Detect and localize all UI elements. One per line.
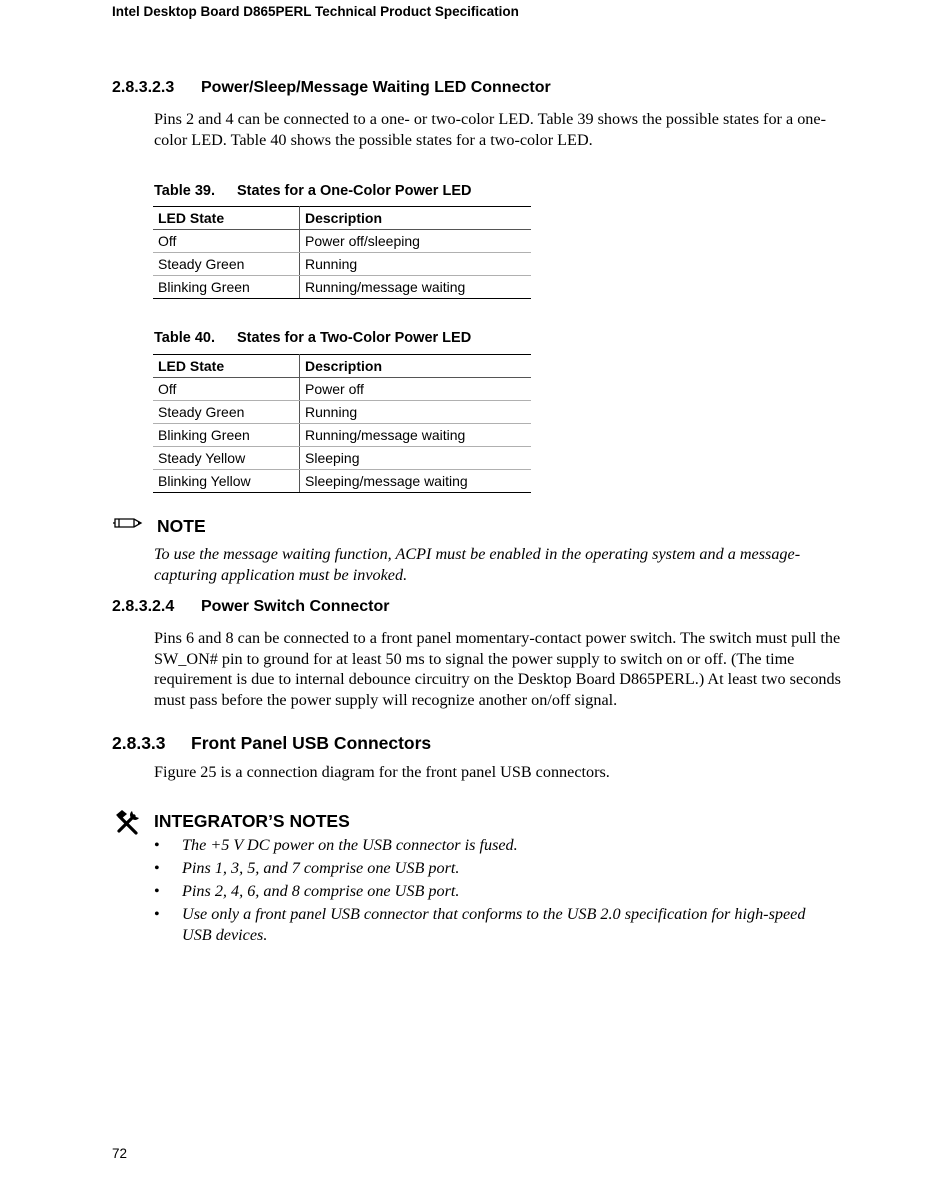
table-cell: Running/message waiting [300, 424, 532, 447]
table-row [153, 401, 531, 424]
list-item-text: Use only a front panel USB connector that conforms to the USB 2.0 specification for high-speed USB devices. [182, 904, 806, 944]
integrators-notes-list [154, 835, 824, 948]
led-paragraph: Pins 2 and 4 can be connected to a one- or two-color LED. Table 39 shows the possible states for a one-color LED. Table 40 shows the possible states for a two-color LED. [154, 110, 826, 149]
table40-caption [154, 330, 471, 346]
bullet-icon: • [154, 881, 160, 900]
table-header-row [153, 207, 531, 230]
list-item-text: Pins 2, 4, 6, and 8 comprise one USB port. [182, 881, 460, 900]
pencil-icon [112, 513, 144, 538]
list-item [154, 835, 824, 856]
column-header: LED State [153, 355, 300, 378]
table-cell: Steady Green [153, 253, 300, 276]
page-number: 72 [112, 1146, 128, 1161]
table39-number: Table 39. [154, 183, 215, 199]
column-header: LED State [153, 207, 300, 230]
table-cell: Running/message waiting [300, 276, 532, 299]
table-cell: Sleeping/message waiting [300, 470, 532, 493]
list-item [154, 904, 824, 946]
table-cell: Running [300, 253, 532, 276]
table-row [153, 230, 531, 253]
table-row [153, 253, 531, 276]
table-cell: Off [153, 378, 300, 401]
table-cell: Steady Green [153, 401, 300, 424]
column-header: Description [300, 355, 532, 378]
section-heading-usb [112, 733, 431, 754]
table-row [153, 470, 531, 493]
bullet-icon: • [154, 858, 160, 877]
table40-number: Table 40. [154, 330, 215, 346]
table-cell: Running [300, 401, 532, 424]
table39 [153, 206, 531, 299]
power-switch-paragraph: Pins 6 and 8 can be connected to a front panel momentary-contact power switch. The switch must pull the SW_ON# pin to ground for at least 50 ms to signal the power supply to switch on or off. (The time requirement is due to internal debounce circuitry on the Desktop Board D865PERL.) At least two seconds must pass before the power supply will recognize another on/off signal. [154, 629, 841, 709]
table-cell: Sleeping [300, 447, 532, 470]
table-cell: Blinking Yellow [153, 470, 300, 493]
table39-caption [154, 183, 471, 199]
usb-paragraph: Figure 25 is a connection diagram for the front panel USB connectors. [154, 763, 610, 781]
table-cell: Blinking Green [153, 276, 300, 299]
section-title: Power/Sleep/Message Waiting LED Connector [201, 79, 551, 96]
table40 [153, 354, 531, 493]
section-title: Power Switch Connector [201, 598, 390, 615]
list-item [154, 881, 824, 902]
list-item [154, 858, 824, 879]
note-text: To use the message waiting function, ACPI must be enabled in the operating system and a message-capturing application must be invoked. [154, 545, 801, 584]
table-cell: Steady Yellow [153, 447, 300, 470]
table-cell: Power off [300, 378, 532, 401]
list-item-text: Pins 1, 3, 5, and 7 comprise one USB port. [182, 858, 460, 877]
table-cell: Off [153, 230, 300, 253]
section-number: 2.8.3.2.3 [112, 79, 175, 96]
section-heading-power-switch [112, 598, 389, 616]
tools-icon [114, 808, 142, 841]
column-header: Description [300, 207, 532, 230]
table-row [153, 378, 531, 401]
table-cell: Blinking Green [153, 424, 300, 447]
list-item-text: The +5 V DC power on the USB connector is fused. [182, 836, 518, 854]
section-heading-led-connector [112, 79, 551, 97]
table40-title: States for a Two-Color Power LED [237, 330, 472, 346]
table-cell: Power off/sleeping [300, 230, 532, 253]
table-row [153, 424, 531, 447]
section-title: Front Panel USB Connectors [191, 733, 432, 753]
section-number: 2.8.3.3 [112, 733, 166, 753]
bullet-icon: • [154, 904, 160, 923]
table39-title: States for a One-Color Power LED [237, 183, 472, 199]
table-row [153, 276, 531, 299]
section-number: 2.8.3.2.4 [112, 598, 175, 615]
table-row [153, 447, 531, 470]
bullet-icon: • [154, 836, 160, 854]
integrators-notes-title: INTEGRATOR’S NOTES [154, 811, 350, 831]
note-title: NOTE [157, 516, 206, 536]
table-header-row [153, 355, 531, 378]
page-header: Intel Desktop Board D865PERL Technical Product Specification [112, 4, 519, 19]
